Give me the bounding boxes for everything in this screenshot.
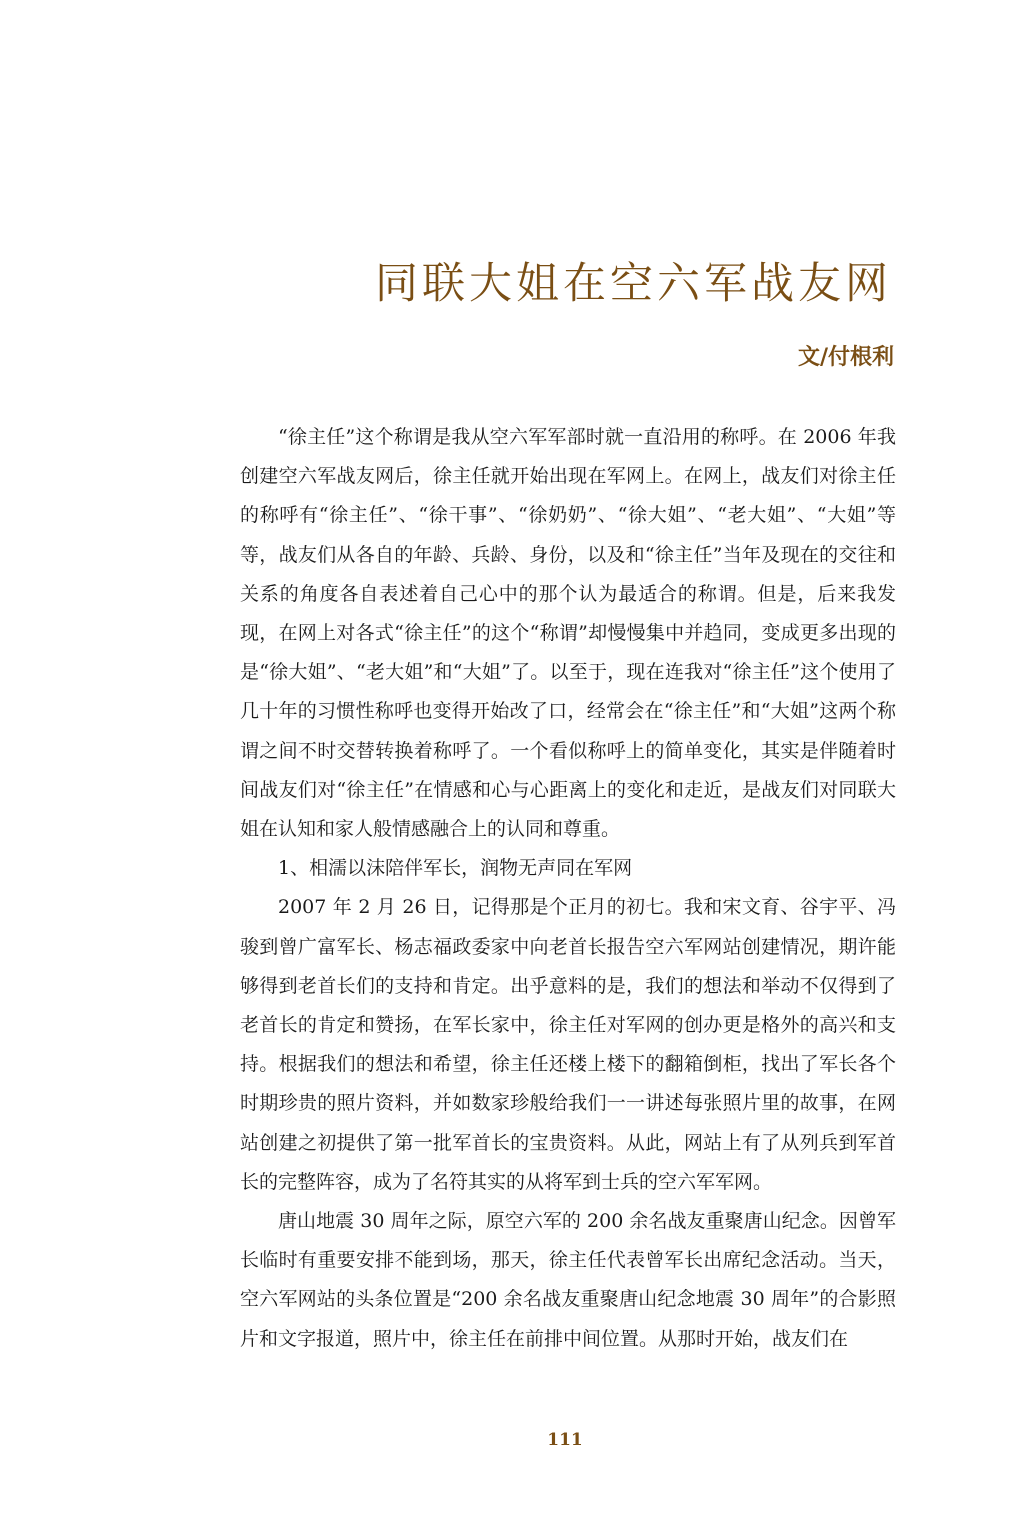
article-body xyxy=(240,418,896,1359)
body-paragraph: 2007 年 2 月 26 日，记得那是个正月的初七。我和宋文育、谷宇平、冯骏到曾广富军长、杨志福政委家中向老首长报告空六军网站创建情况，期许能够得到老首长们的支持和肯定。出乎意料的是，我们的想法和举动不仅得到了老首长的肯定和赞扬，在军长家中，徐主任对军网的创办更是格外的高兴和支持。根据我们的想法和希望，徐主任还楼上楼下的翻箱倒柜，找出了军长各个时期珍贵的照片资料，并如数家珍般给我们一一讲述每张照片里的故事，在网站创建之初提供了第一批军首长的宝贵资料。从此，网站上有了从列兵到军首长的完整阵容，成为了名符其实的从将军到士兵的空六军军网。 xyxy=(240,896,896,1193)
body-paragraph: 唐山地震 30 周年之际，原空六军的 200 余名战友重聚唐山纪念。因曾军长临时有重要安排不能到场，那天，徐主任代表曾军长出席纪念活动。当天，空六军网站的头条位置是“200 余名战友重聚唐山纪念地震 30 周年”的合影照片和文字报道，照片中，徐主任在前排中间位置。从那时开始，战友们在 xyxy=(240,1210,896,1350)
section-heading: 1、相濡以沫陪伴军长，润物无声同在军网 xyxy=(278,857,633,880)
article-byline: 文/付根利 xyxy=(797,344,894,370)
page-number: 111 xyxy=(547,1430,583,1450)
article-title: 同联大姐在空六军战友网 xyxy=(375,259,892,309)
body-paragraph: “徐主任”这个称谓是我从空六军军部时就一直沿用的称呼。在 2006 年我创建空六军战友网后，徐主任就开始出现在军网上。在网上，战友们对徐主任的称呼有“徐主任”、“徐干事”、“徐奶奶”、“徐大姐”、“老大姐”、“大姐”等等，战友们从各自的年龄、兵龄、身份，以及和“徐主任”当年及现在的交往和关系的角度各自表述着自己心中的那个认为最适合的称谓。但是，后来我发现，在网上对各式“徐主任”的这个“称谓”却慢慢集中并趋同，变成更多出现的是“徐大姐”、“老大姐”和“大姐”了。以至于，现在连我对“徐主任”这个使用了几十年的习惯性称呼也变得开始改了口，经常会在“徐主任”和“大姐”这两个称谓之间不时交替转换着称呼了。一个看似称呼上的简单变化，其实是伴随着时间战友们对“徐主任”在情感和心与心距离上的变化和走近，是战友们对同联大姐在认知和家人般情感融合上的认同和尊重。 xyxy=(240,426,896,841)
